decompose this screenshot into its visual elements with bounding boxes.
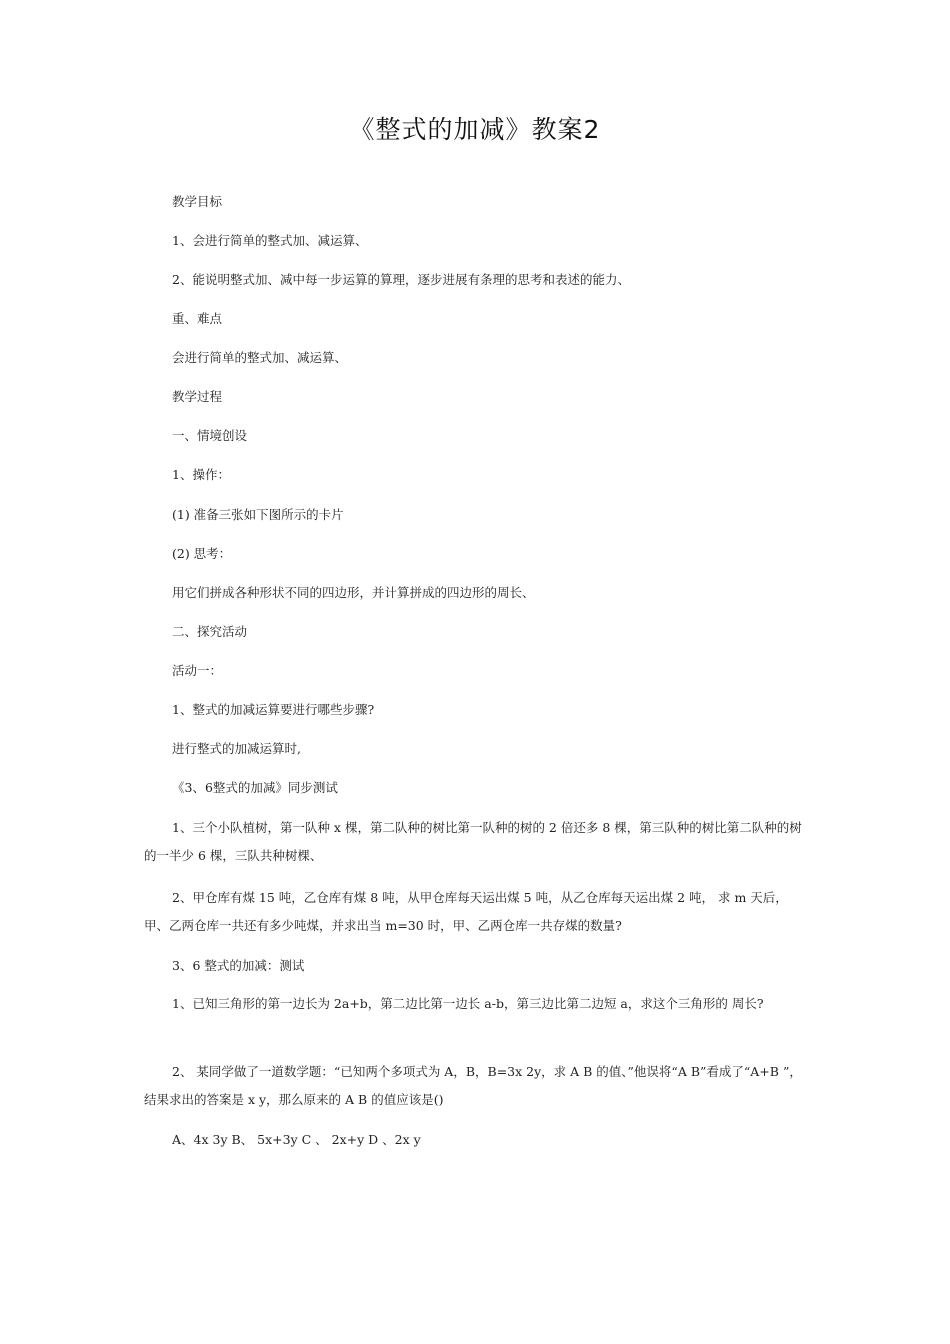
heading-teaching-objectives: 教学目标	[172, 194, 223, 209]
section-2-heading: 二、探究活动	[172, 624, 248, 639]
test-problem-1: 1、已知三角形的第一边长为 2a+b，第二边比第一边长 a-b，第三边比第二边短 a，求这个三角形的 周长?	[172, 996, 764, 1011]
sync-test-heading: 《3、6整式的加减》同步测试	[172, 780, 338, 795]
test-problem-2: 2、 某同学做了一道数学题：“已知两个多项式为 A，B，B=3x 2y，求 A B 的值、”他误将“A B”看成了“A+B ”，结果求出的答案是 x y，那么原来的 A B 的值应该是()	[144, 1064, 802, 1107]
operation-heading: 1、操作：	[172, 467, 230, 482]
test-heading: 3、6 整式的加减：测试	[172, 958, 305, 973]
operation-step-1: (1) 准备三张如下图所示的卡片	[172, 507, 344, 522]
operation-task: 用它们拼成各种形状不同的四边形，并计算拼成的四边形的周长、	[172, 585, 535, 600]
activity-1-heading: 活动一：	[172, 663, 223, 678]
heading-key-points: 重、难点	[172, 311, 223, 326]
activity-1-question: 1、整式的加减运算要进行哪些步骤?	[172, 702, 375, 717]
section-1-heading: 一、情境创设	[172, 428, 248, 443]
problem-1: 1、三个小队植树，第一队种 x 棵，第二队种的树比第一队种的树的 2 倍还多 8 棵，第三队种的树比第二队种的树的一半少 6 棵，三队共种树棵、	[144, 820, 802, 863]
test-problem-2-choices: A、4x 3y B、 5x+3y C 、 2x+y D 、2x y	[172, 1132, 421, 1147]
objective-1: 1、会进行简单的整式加、减运算、	[172, 233, 368, 248]
heading-teaching-process: 教学过程	[172, 389, 223, 404]
problem-2: 2、甲仓库有煤 15 吨，乙仓库有煤 8 吨，从甲仓库每天运出煤 5 吨，从乙仓库每天运出煤 2 吨， 求 m 天后，甲、乙两仓库一共还有多少吨煤，并求出当 m=30 时，甲、乙两仓库一共存煤的数量?	[144, 890, 788, 933]
key-point-text: 会进行简单的整式加、减运算、	[172, 350, 348, 365]
operation-step-2: (2) 思考：	[172, 546, 232, 561]
document-title: 《整式的加减》教案2	[349, 115, 601, 144]
activity-1-answer: 进行整式的加减运算时,	[172, 741, 301, 756]
objective-2: 2、能说明整式加、减中每一步运算的算理，逐步进展有条理的思考和表述的能力、	[172, 272, 630, 287]
